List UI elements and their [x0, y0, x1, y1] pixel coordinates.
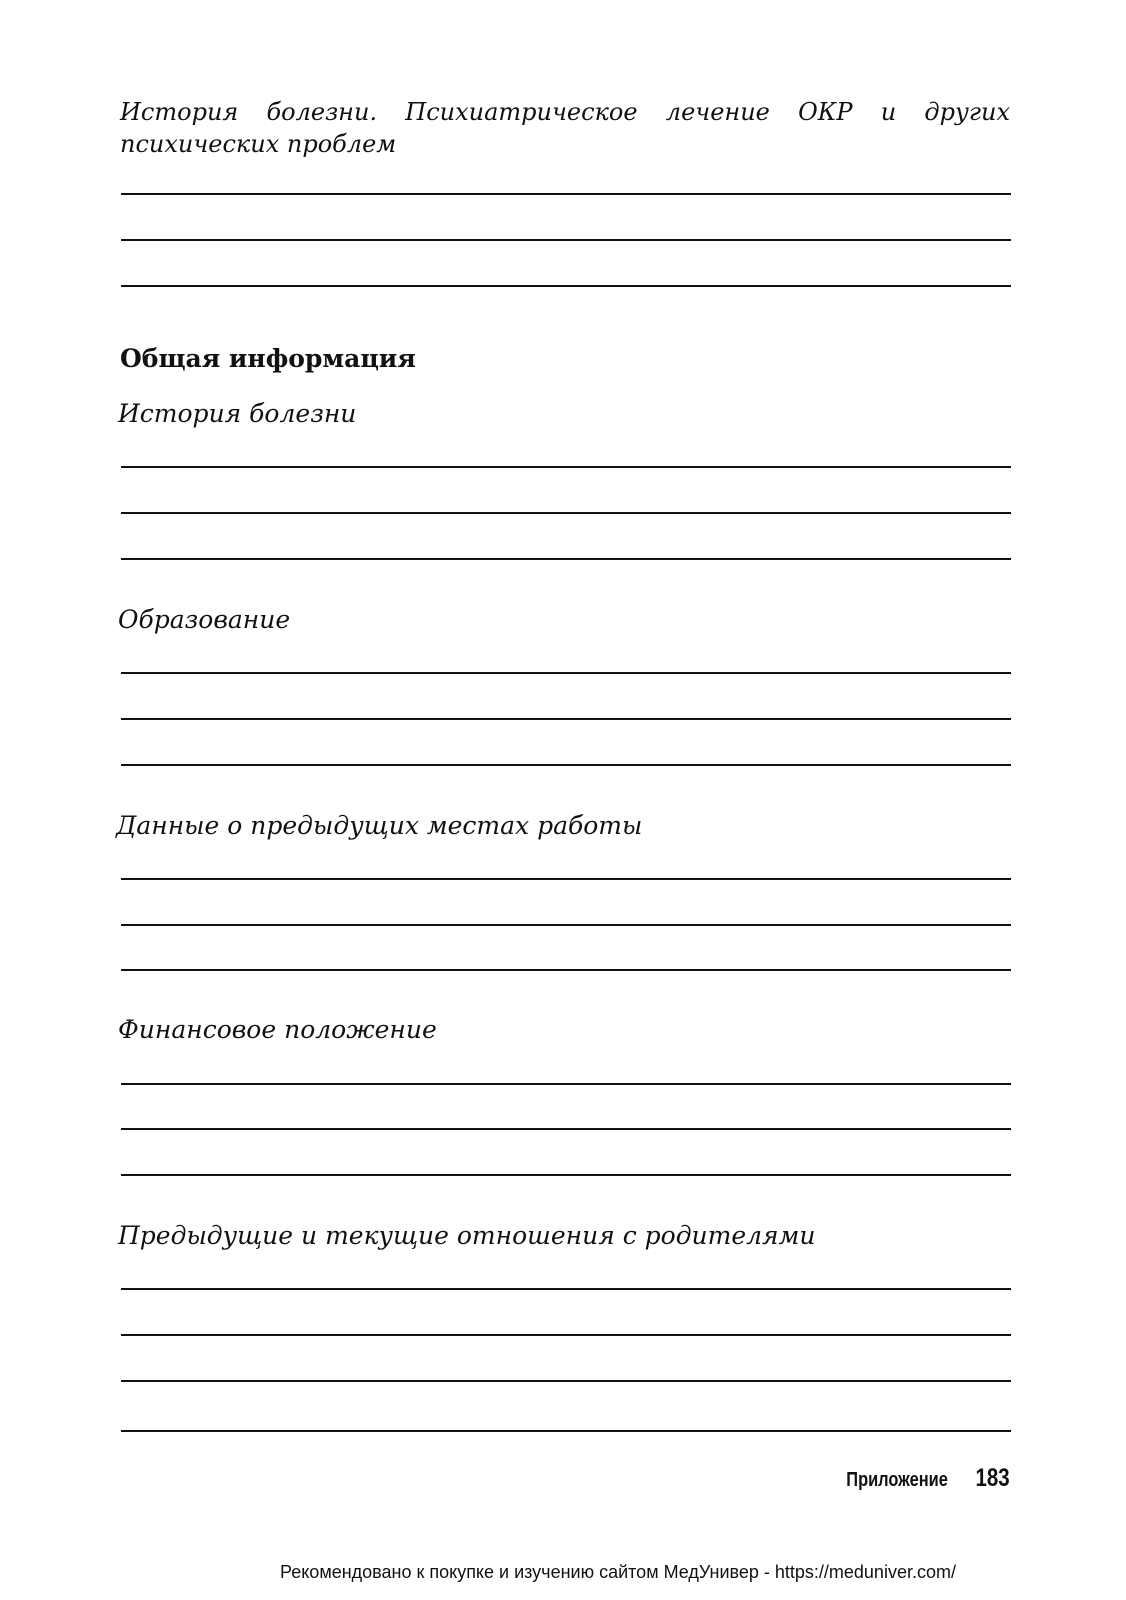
write-in-line [121, 1334, 1011, 1336]
footer-section-title: Приложение [846, 1469, 949, 1491]
write-in-line [121, 878, 1011, 880]
write-in-line [121, 1128, 1011, 1130]
write-in-line [121, 512, 1011, 514]
field-label-medical-history: История болезни [118, 399, 357, 428]
write-in-line [121, 924, 1011, 926]
footer-rule [121, 1430, 1011, 1432]
page-footer [824, 1464, 1010, 1500]
field-label-psychiatric-history: История болезни. Психиатрическое лечение ОКР и других психических проблем [120, 98, 1010, 158]
page-number: 183 [975, 1464, 1010, 1492]
field-label-financial-status: Финансовое положение [118, 1015, 437, 1044]
write-in-line [121, 764, 1011, 766]
write-in-line [121, 1174, 1011, 1176]
write-in-line [121, 193, 1011, 195]
write-in-line [121, 239, 1011, 241]
field-label-previous-jobs: Данные о предыдущих местах работы [116, 811, 643, 840]
field-label-education: Образование [118, 605, 291, 634]
write-in-line [121, 969, 1011, 971]
write-in-line [121, 1380, 1011, 1382]
write-in-line [121, 558, 1011, 560]
write-in-line [121, 466, 1011, 468]
field-label-parent-relations: Предыдущие и текущие отношения с родителями [118, 1221, 816, 1250]
section-heading: Общая информация [120, 344, 416, 373]
write-in-line [121, 1083, 1011, 1085]
watermark-text: Рекомендовано к покупке и изучению сайтом МедУнивер - https://meduniver.com/ [280, 1562, 956, 1582]
write-in-line [121, 285, 1011, 287]
write-in-line [121, 672, 1011, 674]
write-in-line [121, 718, 1011, 720]
write-in-line [121, 1288, 1011, 1290]
